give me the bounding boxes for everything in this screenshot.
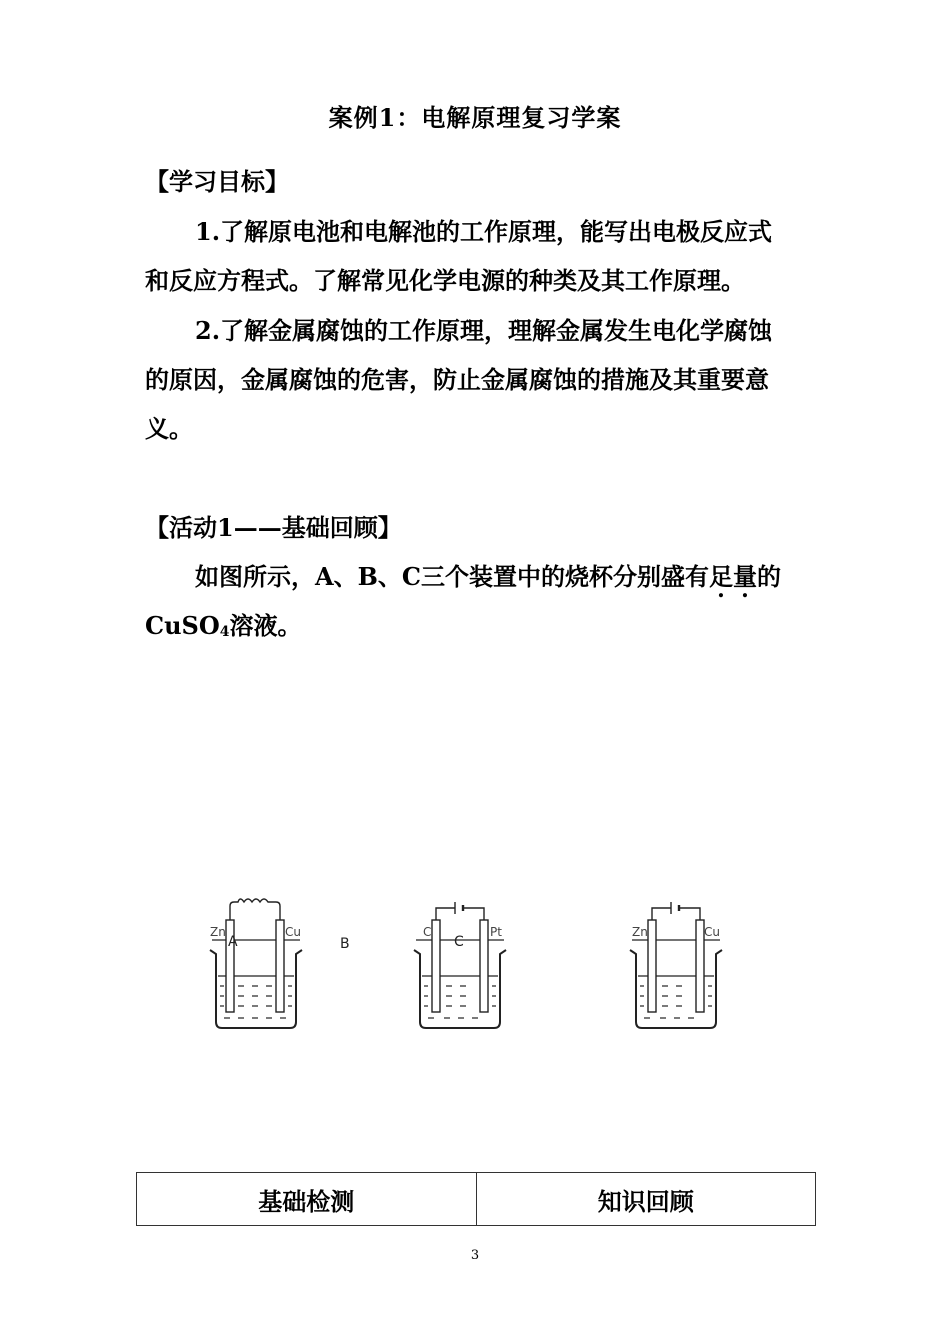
zn-electrode-c xyxy=(648,920,656,1012)
label-cu-a: Cu xyxy=(285,925,301,939)
table-header-basic-test: 基础检测 xyxy=(137,1173,477,1226)
activity-text-line-2 xyxy=(145,606,302,641)
table-header-knowledge-review: 知识回顾 xyxy=(476,1173,816,1226)
formula-subscript: 4 xyxy=(219,624,230,640)
formula-tail: 溶液。 xyxy=(229,611,302,640)
review-table xyxy=(136,1172,816,1226)
objective-1-line-1: 1.了解原电池和电解池的工作原理，能写出电极反应式 xyxy=(195,217,773,246)
formula-main: CuSO xyxy=(145,611,220,640)
apparatus-b xyxy=(414,902,506,1028)
pt-electrode-b xyxy=(480,920,488,1012)
objective-2-line-3: 义。 xyxy=(145,414,193,443)
label-zn-a: Zn xyxy=(210,925,226,939)
label-c: C xyxy=(454,934,464,950)
apparatus-c xyxy=(630,902,722,1028)
label-pt-b: Pt xyxy=(490,925,502,939)
label-a: A xyxy=(228,934,238,950)
label-b: B xyxy=(340,936,350,952)
objective-2-line-2: 的原因，金属腐蚀的危害，防止金属腐蚀的措施及其重要意 xyxy=(145,365,769,394)
emphasis-char-1: 足 xyxy=(709,562,734,591)
label-cu-c: Cu xyxy=(704,925,720,939)
page-title: 案例1：电解原理复习学案 xyxy=(328,103,622,132)
objective-1-line-2: 和反应方程式。了解常见化学电源的种类及其工作原理。 xyxy=(145,266,745,295)
apparatus-figure xyxy=(190,890,750,1040)
activity-heading: 【活动1——基础回顾】 xyxy=(145,513,402,542)
objectives-heading: 【学习目标】 xyxy=(145,167,289,196)
apparatus-svg xyxy=(190,890,750,1040)
apparatus-a xyxy=(210,899,302,1028)
objective-2-line-1: 2.了解金属腐蚀的工作原理，理解金属发生电化学腐蚀 xyxy=(195,316,773,345)
cu-electrode-a xyxy=(276,920,284,1012)
table-row xyxy=(137,1173,816,1226)
label-zn-c: Zn xyxy=(632,925,648,939)
page-number: 3 xyxy=(470,1248,480,1263)
label-c-b: C xyxy=(423,925,432,939)
activity-text-line-1 xyxy=(195,557,781,592)
activity-text-after: 的 xyxy=(757,562,782,591)
cu-electrode-c xyxy=(696,920,704,1012)
coil-wire xyxy=(230,899,280,920)
emphasis-char-2: 量 xyxy=(733,562,758,591)
activity-text-before: 如图所示，A、B、C三个装置中的烧杯分别盛有 xyxy=(195,562,710,591)
c-electrode-b xyxy=(432,920,440,1012)
